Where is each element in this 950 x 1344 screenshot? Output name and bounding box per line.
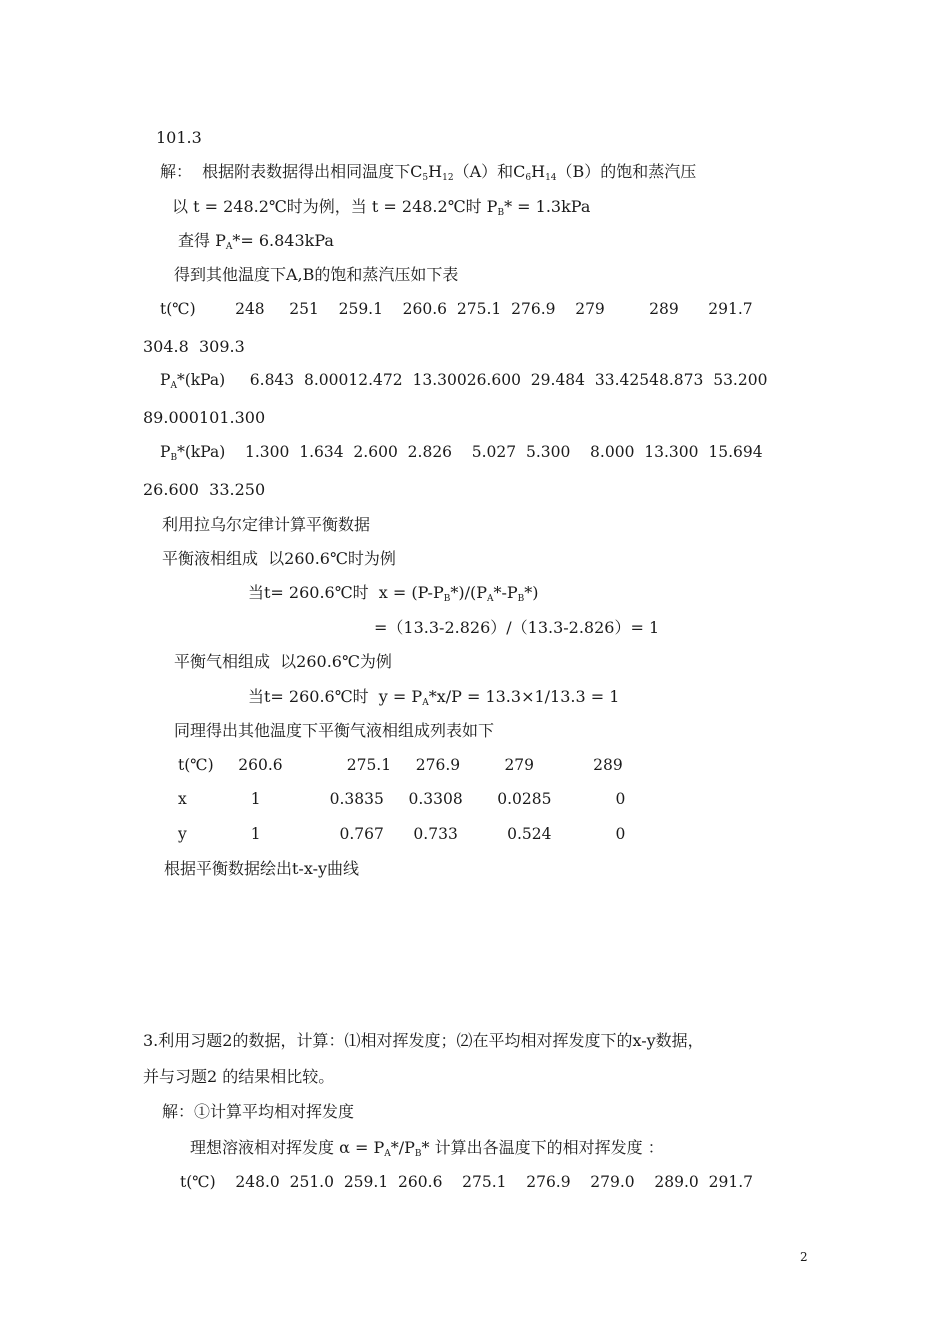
text: *)/(P bbox=[450, 583, 487, 602]
subscript: A bbox=[170, 381, 177, 391]
subscript: 14 bbox=[545, 173, 557, 183]
text: 同理得出其他温度下平衡气液相组成列表如下 bbox=[174, 721, 495, 740]
text-line bbox=[248, 585, 539, 604]
text: *(kPa) 1.300 1.634 2.600 2.826 5.027 5.300 8.000 13.300 15.694 bbox=[177, 443, 763, 461]
text-line bbox=[160, 302, 753, 318]
text: 当t= 260.6℃时 x = (P-P bbox=[248, 583, 444, 602]
text: *= 6.843kPa bbox=[232, 231, 334, 250]
text: （A）和C bbox=[453, 162, 526, 181]
text-line bbox=[178, 758, 623, 774]
text: 根据平衡数据绘出t-x-y曲线 bbox=[164, 859, 360, 878]
subscript: A bbox=[225, 242, 233, 252]
text: t(℃) 248 251 259.1 260.6 275.1 276.9 279 289 291.7 bbox=[160, 300, 753, 318]
text: P bbox=[160, 371, 171, 389]
text: *(kPa) 6.843 8.00012.472 13.30026.600 29.484 33.42548.873 53.200 bbox=[176, 371, 768, 389]
text-line bbox=[162, 551, 396, 567]
text: 理想溶液相对挥发度 α = P bbox=[190, 1138, 385, 1157]
text-line bbox=[160, 164, 696, 183]
text: 101.3 bbox=[156, 128, 202, 147]
text: t(℃) 248.0 251.0 259.1 260.6 275.1 276.9 279.0 289.0 291.7 bbox=[180, 1173, 753, 1191]
text: H bbox=[531, 162, 546, 181]
text: * = 1.3kPa bbox=[504, 197, 591, 216]
subscript: 5 bbox=[422, 173, 429, 183]
text: 平衡液相组成 以260.6℃时为例 bbox=[162, 549, 396, 568]
text-line bbox=[143, 1033, 704, 1049]
text: 并与习题2 的结果相比较。 bbox=[143, 1067, 335, 1086]
text: 89.000101.300 bbox=[143, 408, 266, 427]
text-line bbox=[160, 373, 767, 391]
text: *-P bbox=[493, 583, 518, 602]
text-line bbox=[174, 267, 458, 283]
text-line bbox=[164, 861, 359, 877]
text: 得到其他温度下A,B的饱和蒸汽压如下表 bbox=[174, 265, 459, 284]
subscript: A bbox=[422, 698, 429, 708]
text-line bbox=[143, 410, 265, 426]
text: *) bbox=[524, 583, 539, 602]
text-line bbox=[180, 1175, 753, 1191]
text-line bbox=[143, 482, 265, 498]
text-line bbox=[178, 233, 334, 252]
text: t(℃) 260.6 275.1 276.9 279 289 bbox=[178, 756, 623, 774]
text-line bbox=[162, 1104, 354, 1120]
subscript: B bbox=[443, 594, 451, 604]
text: 解：①计算平均相对挥发度 bbox=[162, 1102, 355, 1121]
text: 利用拉乌尔定律计算平衡数据 bbox=[162, 515, 371, 534]
text: * 计算出各温度下的相对挥发度 ： bbox=[421, 1138, 664, 1157]
text-line bbox=[190, 1140, 664, 1159]
text: y 1 0.767 0.733 0.524 0 bbox=[178, 825, 626, 843]
subscript: B bbox=[414, 1149, 422, 1159]
text: 平衡气相组成 以260.6℃为例 bbox=[174, 652, 392, 671]
subscript: 6 bbox=[525, 173, 532, 183]
page-number: 2 bbox=[800, 1250, 808, 1264]
text-line bbox=[178, 792, 625, 808]
text: P bbox=[160, 443, 171, 461]
text-line bbox=[174, 723, 494, 739]
text: 当t= 260.6℃时 y = P bbox=[248, 687, 423, 706]
text: H bbox=[428, 162, 443, 181]
text-line bbox=[162, 517, 370, 533]
subscript: A bbox=[486, 594, 494, 604]
text: x 1 0.3835 0.3308 0.0285 0 bbox=[178, 790, 626, 808]
subscript: B bbox=[517, 594, 525, 604]
text-line bbox=[248, 689, 619, 708]
text: 26.600 33.250 bbox=[143, 480, 266, 499]
text-line bbox=[172, 199, 590, 218]
text: 304.8 309.3 bbox=[143, 337, 245, 356]
text: =（13.3-2.826）/（13.3-2.826）= 1 bbox=[374, 618, 660, 637]
text-line bbox=[143, 339, 245, 355]
text: （B）的饱和蒸汽压 bbox=[556, 162, 697, 181]
subscript: B bbox=[497, 208, 505, 218]
text: */P bbox=[390, 1138, 415, 1157]
subscript: 12 bbox=[442, 173, 454, 183]
text: 解： 根据附表数据得出相同温度下C bbox=[160, 162, 423, 181]
subscript: A bbox=[384, 1149, 391, 1159]
text: 以 t = 248.2℃时为例，当 t = 248.2℃时 P bbox=[172, 197, 498, 216]
text-line bbox=[156, 130, 202, 146]
text: 查得 P bbox=[178, 231, 226, 250]
text: *x/P = 13.3×1/13.3 = 1 bbox=[428, 687, 620, 706]
text-line bbox=[178, 827, 625, 843]
text-line bbox=[174, 654, 392, 670]
text-line bbox=[374, 620, 659, 636]
text: 3.利用习题2的数据，计算：⑴相对挥发度；⑵在平均相对挥发度下的x-y数据， bbox=[143, 1031, 704, 1050]
text-line bbox=[160, 445, 763, 463]
subscript: B bbox=[170, 453, 178, 463]
text-line bbox=[143, 1069, 334, 1085]
